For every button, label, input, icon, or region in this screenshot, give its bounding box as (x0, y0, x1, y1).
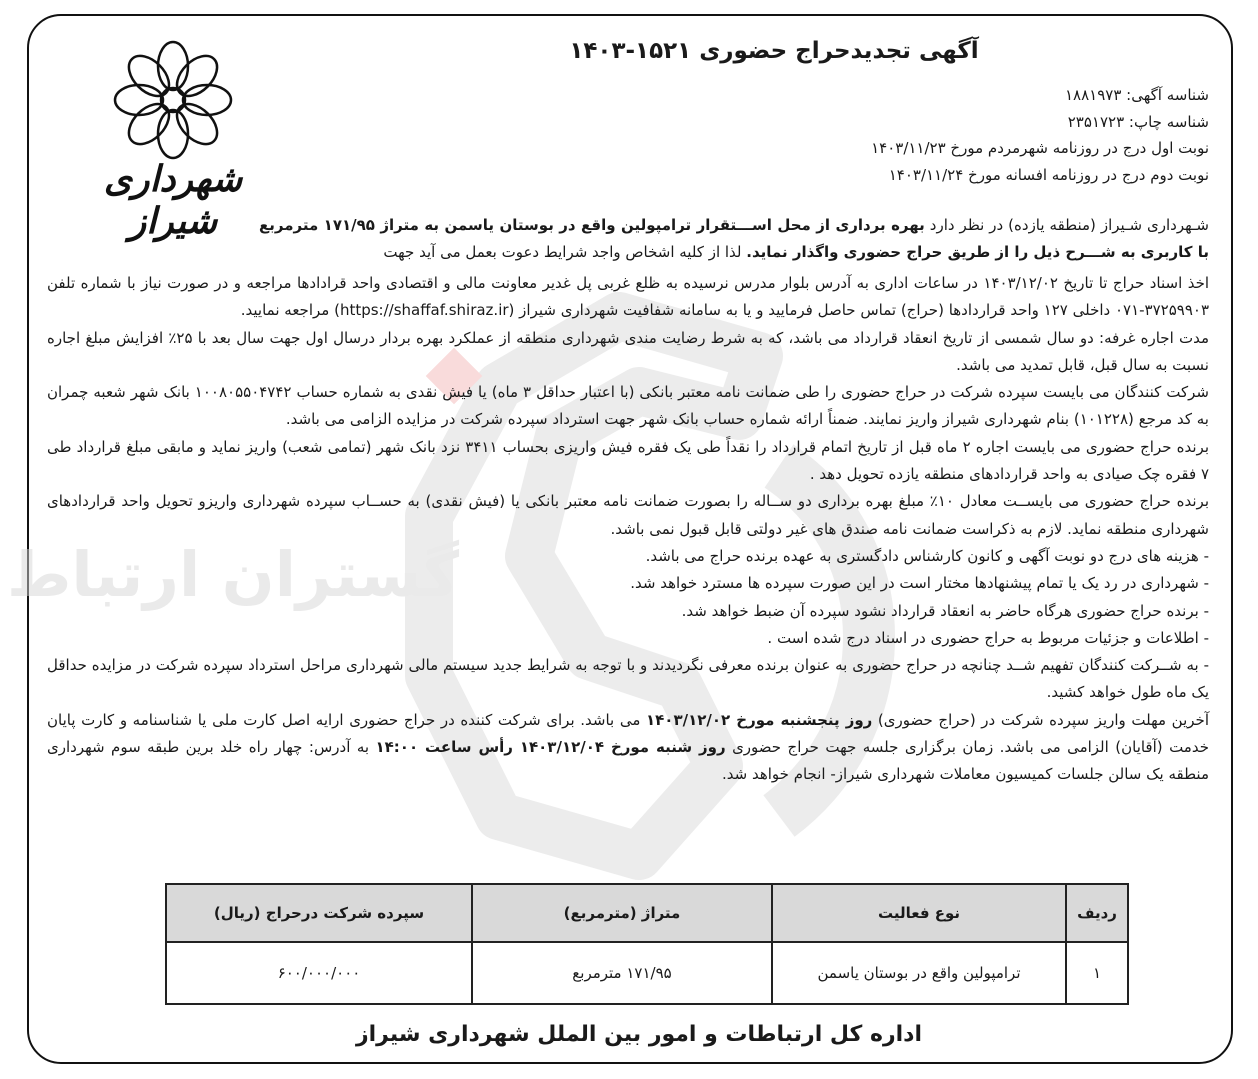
flower-emblem-icon (57, 38, 289, 168)
guarantee-paragraph: برنده حراج حضوری می بایســت معادل ۱۰٪ مبلغ بهره برداری دو ســاله را بصورت ضمانت نامه معتبر بانکی یا (فیش نقدی) به حســاب سپرده شهرداری واریزو تحویل واحد قراردادهای شهرداری منطقه نماید. لازم به ذکراست ضمانت نامه صندق های غیر دولتی قابل قبول نمی باشد. (47, 492, 1209, 538)
col-activity-type: نوع فعالیت (772, 884, 1066, 942)
ad-frame (7, 14, 1233, 1064)
intro-bold: بهره برداری از محل اســـتقرار ترامپولین واقع در بوستان یاسمن به متراژ ۱۷۱/۹۵ مترمربع با کاربری به شـــرح ذیل را از طریق حراج حضوری واگذار نماید. (259, 216, 1209, 261)
winner-payment-paragraph: برنده حراج حضوری می بایست اجاره ۲ ماه قبل از تاریخ اتمام قرارداد را نقداً طی یک فقره فیش واریزی بحساب ۳۴۱۱ نزد بانک شهر (تمامی شعب) واریز نماید و مابقی مبلغ قرارداد طی ۷ فقره چک صیادی به واحد قراردادهای منطقه یازده تحویل دهد . (47, 437, 1210, 484)
bullet-rejection: - شهرداری در رد یک یا تمام پیشنهادها مختار است در این صورت سپرده ها مسترد خواهد شد. (630, 574, 1209, 593)
watermark-text: گستران ارتباط (7, 538, 459, 611)
cell-area: ۱۷۱/۹۵ مترمربع (472, 942, 772, 1004)
bullet-refund: - به شــرکت کنندگان تفهیم شــد چنانچه در حراج حضوری به عنوان برنده معرفی نگردیدند و با توجه به شرایط جدید سیستم مالی شهرداری مراحل استرداد سپرده شرکت در مزایده حداقل یک ماه طول خواهد کشید. (47, 656, 1209, 702)
bullet-costs: - هزینه های درج دو نوبت آگهی و کانون کارشناس دادگستری به عهده برنده حراج می باشد. (645, 546, 1209, 565)
lease-period-paragraph: مدت اجاره غرفه: دو سال شمسی از تاریخ انعقاد قرارداد می باشد، که به شرط رضایت مندی شهرداری منطقه از عملکرد بهره بردار درسال اول جهت سال بعد با ۲۵٪ افزایش مبلغ اجاره نسبت به سال قبل، قابل تمدید می باشد. (47, 328, 1209, 374)
ad-id: شناسه آگهی: ۱۸۸۱۹۷۳ (1065, 86, 1209, 104)
deadline-paragraph (47, 707, 1209, 789)
ad-title: آگهی تجدیدحراج حضوری ۱۵۲۱-۱۴۰۳ (569, 38, 979, 64)
cell-deposit: ۶۰۰/۰۰۰/۰۰۰ (166, 942, 472, 1004)
auction-table (165, 883, 1129, 1005)
ad-footer: اداره کل ارتباطات و امور بین الملل شهرداری شیراز (355, 1022, 923, 1047)
print-id: شناسه چاپ: ۲۳۵۱۷۲۳ (1067, 112, 1209, 131)
cell-activity-type: ترامپولین واقع در بوستان یاسمن (772, 942, 1066, 1004)
table-row (166, 942, 1128, 1004)
intro-part-1: شـهرداری شـیراز (منطقه یازده) در نظر دارد (924, 216, 1209, 234)
col-deposit: سپرده شرکت درحراج (ریال) (166, 884, 472, 942)
intro-part-2: لذا از کلیه اشخاص واجد شرایط دعوت بعمل می آید جهت (383, 243, 747, 261)
bullet-forfeit: - برنده حراج حضوری هرگاه حاضر به انعقاد قرارداد نشود سپرده آن ضبط خواهد شد. (681, 601, 1209, 620)
deadline-text-a: آخرین مهلت واریز سپرده شرکت در (حراج حضوری) (872, 710, 1209, 729)
deadline-text-c: می باشد. برای شرکت کننده در حراج حضوری ارایه اصل کارت ملی یا شناسنامه و کارت پایان خدمت (آقایان) الزامی می باشد. زمان برگزاری جلسه جهت حراج حضوری (47, 710, 1209, 757)
second-publish-date: نوبت دوم درج در روزنامه افسانه مورخ ۱۴۰۳/۱۱/۲۴ (888, 165, 1209, 184)
col-area: متراژ (مترمربع) (472, 884, 772, 942)
ad-body (47, 270, 1209, 789)
cell-row-number: ۱ (1066, 942, 1128, 1004)
first-publish-date: نوبت اول درج در روزنامه شهرمردم مورخ ۱۴۰۳/۱۱/۲۳ (871, 139, 1209, 157)
intro-paragraph (259, 212, 1209, 266)
bullet-details: - اطلاعات و جزئیات مربوط به حراج حضوری در اسناد درج شده است . (767, 628, 1209, 647)
logo-text: شهرداری شیراز (103, 158, 243, 242)
documents-paragraph: اخذ اسناد حراج تا تاریخ ۱۴۰۳/۱۲/۰۲ در ساعات اداری به آدرس بلوار مدرس نرسیده به ظلع غربی پل غدیر معاونت مالی و اقتصادی واحد قرادادها مراجعه و در صورت نیاز با شماره تلفن ۳۷۲۵۹۹۰۳-۰۷۱ داخلی ۱۲۷ واحد قراردادها (حراج) تماس حاصل فرمایید و یا به سامانه شفافیت شهرداری شیراز (https://shaffaf.shiraz.ir) مراجعه نمایید. (47, 274, 1210, 320)
session-date: روز شنبه مورخ ۱۴۰۳/۱۲/۰۴ رأس ساعت ۱۴:۰۰ (375, 738, 726, 757)
deadline-date: روز پنجشنبه مورخ ۱۴۰۳/۱۲/۰۲ (645, 710, 873, 729)
deadline-text-e: به آدرس: چهار راه خلد برین طبقه سوم شهرداری منطقه یک سالن جلسات کمیسیون معاملات شهرداری شیراز- انجام خواهد شد. (47, 738, 1209, 784)
col-row-number: ردیف (1066, 884, 1128, 942)
ad-meta (509, 82, 1209, 188)
table-header-row (166, 884, 1128, 942)
shiraz-municipality-logo (57, 38, 289, 242)
deposit-paragraph: شرکت کنندگان می بایست سپرده شرکت در حراج حضوری را طی ضمانت نامه معتبر بانکی (با اعتبار حداقل ۳ ماه) یا فیش نقدی به شماره حساب ۱۰۰۸۰۵۵۰۴۷۴۲ بانک شهر شعبه چمران به کد مرجع (۱۰۱۲۲۸) بنام شهرداری شیراز واریز نمایند. ضمناً ارائه شماره حساب بانک شهر جهت استرداد سپرده شرکت در مزایده الزامی می باشد. (47, 383, 1209, 429)
